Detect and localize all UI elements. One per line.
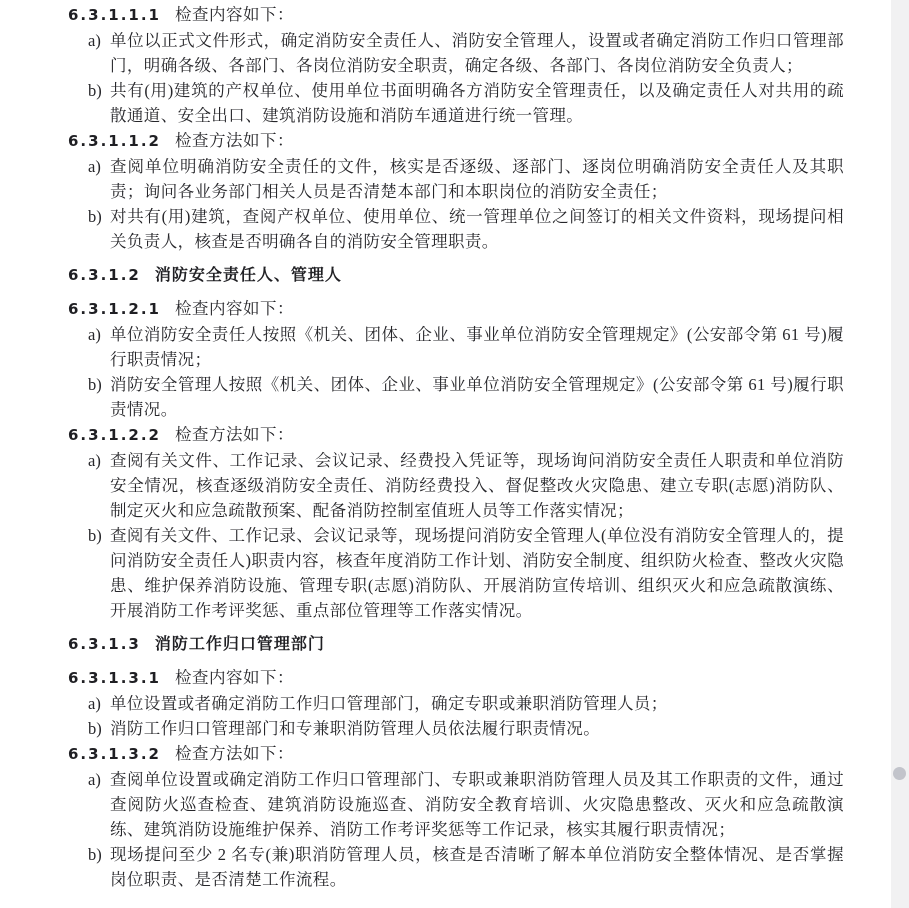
- list-item: [68, 372, 844, 422]
- clause-line: [68, 2, 844, 28]
- item-marker: a): [88, 31, 101, 50]
- clause-line: [68, 665, 844, 691]
- item-marker: a): [88, 770, 101, 789]
- item-text: 消防工作归口管理部门和专兼职消防管理人员依法履行职责情况。: [110, 719, 601, 738]
- list-item: [68, 691, 844, 716]
- item-text: 查阅单位设置或确定消防工作归口管理部门、专职或兼职消防管理人员及其工作职责的文件，通过查阅防火巡查检查、建筑消防设施巡查、消防安全教育培训、火灾隐患整改、灭火和应急疏散演练、建筑消防设施维护保养、消防工作考评奖惩等工作记录，核实其履行职责情况；: [110, 770, 844, 839]
- list-item: [68, 78, 844, 128]
- list-item: [68, 204, 844, 254]
- section-heading: [68, 631, 844, 657]
- item-text: 查阅有关文件、工作记录、会议记录、经费投入凭证等，现场询问消防安全责任人职责和单位消防安全情况，核查逐级消防安全责任、消防经费投入、督促整改火灾隐患、建立专职(志愿)消防队、制定灭火和应急疏散预案、配备消防控制室值班人员等工作落实情况；: [110, 451, 844, 520]
- list-item: [68, 767, 844, 842]
- clause-number: 6.3.1.3.2: [68, 745, 161, 763]
- clause-line: [68, 296, 844, 322]
- item-marker: b): [88, 375, 102, 394]
- item-text: 查阅单位明确消防安全责任的文件，核实是否逐级、逐部门、逐岗位明确消防安全责任人及其职责；询问各业务部门相关人员是否清楚本部门和本职岗位的消防安全责任；: [110, 157, 844, 201]
- clause-line: [68, 741, 844, 767]
- clause-text: 检查内容如下：: [174, 668, 294, 687]
- section-number: 6.3.1.2: [68, 266, 141, 284]
- section-title: 消防安全责任人、管理人: [154, 267, 342, 284]
- item-text: 单位消防安全责任人按照《机关、团体、企业、事业单位消防安全管理规定》(公安部令第 61 号)履行职责情况；: [110, 325, 844, 369]
- scrollbar-track[interactable]: [891, 0, 909, 908]
- list-item: [68, 523, 844, 623]
- item-text: 消防安全管理人按照《机关、团体、企业、事业单位消防安全管理规定》(公安部令第 61 号)履行职责情况。: [110, 375, 844, 419]
- list-item: [68, 322, 844, 372]
- list-item: [68, 448, 844, 523]
- clause-number: 6.3.1.3.1: [68, 669, 161, 687]
- clause-number: 6.3.1.1.1: [68, 6, 161, 24]
- document-content: [68, 2, 844, 892]
- section-number: 6.3.1.3: [68, 635, 141, 653]
- list-item: [68, 28, 844, 78]
- item-marker: b): [88, 845, 102, 864]
- item-marker: b): [88, 81, 102, 100]
- item-marker: b): [88, 719, 102, 738]
- section-heading: [68, 262, 844, 288]
- clause-text: 检查方法如下：: [174, 744, 294, 763]
- list-item: [68, 154, 844, 204]
- list-item: [68, 716, 844, 741]
- list-item: [68, 842, 844, 892]
- clause-text: 检查内容如下：: [174, 5, 294, 24]
- clause-text: 检查方法如下：: [174, 425, 294, 444]
- clause-line: [68, 422, 844, 448]
- clause-line: [68, 128, 844, 154]
- item-marker: b): [88, 526, 102, 545]
- clause-number: 6.3.1.2.2: [68, 426, 161, 444]
- clause-text: 检查方法如下：: [174, 131, 294, 150]
- item-marker: a): [88, 451, 101, 470]
- item-text: 单位设置或者确定消防工作归口管理部门，确定专职或兼职消防管理人员；: [110, 694, 668, 713]
- item-marker: a): [88, 694, 101, 713]
- item-marker: b): [88, 207, 102, 226]
- clause-number: 6.3.1.2.1: [68, 300, 161, 318]
- clause-number: 6.3.1.1.2: [68, 132, 161, 150]
- scrollbar-thumb[interactable]: [893, 767, 906, 780]
- item-text: 单位以正式文件形式，确定消防安全责任人、消防安全管理人，设置或者确定消防工作归口管理部门，明确各级、各部门、各岗位消防安全职责，确定各级、各部门、各岗位消防安全负责人；: [110, 31, 844, 75]
- item-marker: a): [88, 157, 101, 176]
- item-text: 现场提问至少 2 名专(兼)职消防管理人员，核查是否清晰了解本单位消防安全整体情况、是否掌握岗位职责、是否清楚工作流程。: [110, 845, 844, 889]
- item-text: 对共有(用)建筑，查阅产权单位、使用单位、统一管理单位之间签订的相关文件资料，现场提问相关负责人，核查是否明确各自的消防安全管理职责。: [110, 207, 844, 251]
- item-text: 共有(用)建筑的产权单位、使用单位书面明确各方消防安全管理责任，以及确定责任人对共用的疏散通道、安全出口、建筑消防设施和消防车通道进行统一管理。: [110, 81, 844, 125]
- clause-text: 检查内容如下：: [174, 299, 294, 318]
- item-marker: a): [88, 325, 101, 344]
- section-title: 消防工作归口管理部门: [154, 636, 325, 653]
- item-text: 查阅有关文件、工作记录、会议记录等，现场提问消防安全管理人(单位没有消防安全管理人的，提问消防安全责任人)职责内容，核查年度消防工作计划、消防安全制度、组织防火检查、整改火灾隐患、维护保养消防设施、管理专职(志愿)消防队、开展消防宣传培训、组织灭火和应急疏散演练、开展消防工作考评奖惩、重点部位管理等工作落实情况。: [110, 526, 844, 620]
